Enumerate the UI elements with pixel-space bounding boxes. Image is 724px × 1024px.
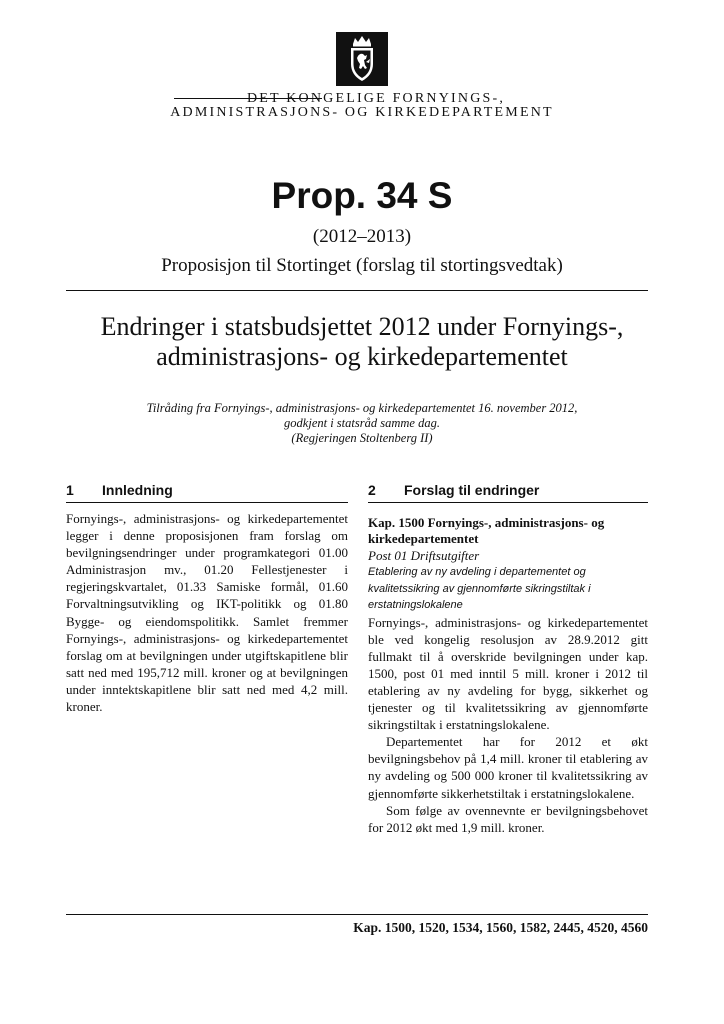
section2-paragraph2: Departementet har for 2012 et økt bevilgningsbehov på 1,4 mill. kroner til etablering av ny avdeling og 500 000 kroner til kvalitetssikring av gjennomførte sikkerhetstiltak i erstatningslokalene. [368, 734, 648, 801]
ministry-name-line2: ADMINISTRASJONS- OG KIRKEDEPARTEMENT [170, 105, 554, 120]
section1-body: Fornyings-, administrasjons- og kirkedepartementet legger i denne proposisjonen fram forslag om bevilgningsendringer under programkategori 01.00 Administrasjon mv., 01.20 Fellestjenester i regjeringskvartalet, 01.33 Samiske formål, 01.60 Forvaltningsutvikling og IKT-politikk og 01.80 Bygge- og eiendomspolitikk. Samlet fremmer Fornyings-, administrasjons- og kirkedepartementet forslag om at bevilgningen under utgiftskapitlene blir satt ned med 195,712 mill. kroner og at bevilgningen under inntektskapitlene blir satt ned med 4,2 mill. kroner. [66, 511, 348, 715]
recommendation-line1: Tilråding fra Fornyings-, administrasjons- og kirkedepartementet 16. november 2012, [146, 401, 578, 415]
section2-paragraph3: Som følge av ovennevnte er bevilgningsbehovet for 2012 økt med 1,9 mill. kroner. [368, 802, 648, 835]
section1-number: 1 [66, 482, 74, 498]
post-subtitle: Etablering av ny avdeling i departementet og kvalitetssikring av gjennomførte sikringstiltak i erstatningslokalene [368, 566, 591, 612]
document-title-line1: Endringer i statsbudsjettet 2012 under Fornyings-, [100, 312, 624, 341]
recommendation-line2: godkjent i statsråd samme dag. [284, 416, 440, 430]
document-title-line2: administrasjons- og kirkedepartementet [156, 342, 568, 371]
proposition-year: (2012–2013) [312, 226, 412, 247]
footer-chapters: Kap. 1500, 1520, 1534, 1560, 1582, 2445, 4520, 4560 [353, 920, 648, 935]
section1-heading [66, 482, 173, 498]
document-title [60, 312, 664, 372]
section2-title: Forslag til endringer [404, 482, 540, 498]
section2-rule [368, 502, 648, 503]
kap-heading: Kap. 1500 Fornyings-, administrasjons- og kirkedepartementet [368, 515, 605, 546]
recommendation-note [90, 401, 634, 446]
section1-column [66, 510, 348, 715]
proposition-subtitle: Proposisjon til Stortinget (forslag til stortingsvedtak) [161, 255, 563, 276]
section2-paragraph1: Fornyings-, administrasjons- og kirkedepartementet ble ved kongelig resolusjon av 28.9.2012 gitt fullmakt til å overskride bevilgningen under kap. 1500, post 01 med inntil 5 mill. kroner i 2012 til etablering av ny avdeling for bygg, sikkerhet og tjenester og til kvalitetssikring av gjennomførte sikringstiltak i erstatningslokalene. [368, 614, 648, 733]
post-heading: Post 01 Driftsutgifter [368, 548, 480, 563]
footer-rule [66, 914, 648, 915]
title-divider [66, 290, 648, 291]
recommendation-line3: (Regjeringen Stoltenberg II) [291, 431, 433, 445]
coat-of-arms-logo [336, 32, 388, 86]
section2-number: 2 [368, 482, 376, 498]
section2-column [368, 515, 648, 836]
proposition-number: Prop. 34 S [271, 175, 453, 216]
section1-title: Innledning [102, 482, 173, 498]
section1-rule [66, 502, 348, 503]
header-rule [174, 98, 322, 99]
ministry-name-line1: DET KONGELIGE FORNYINGS-, [246, 91, 506, 106]
section2-heading [368, 482, 539, 498]
